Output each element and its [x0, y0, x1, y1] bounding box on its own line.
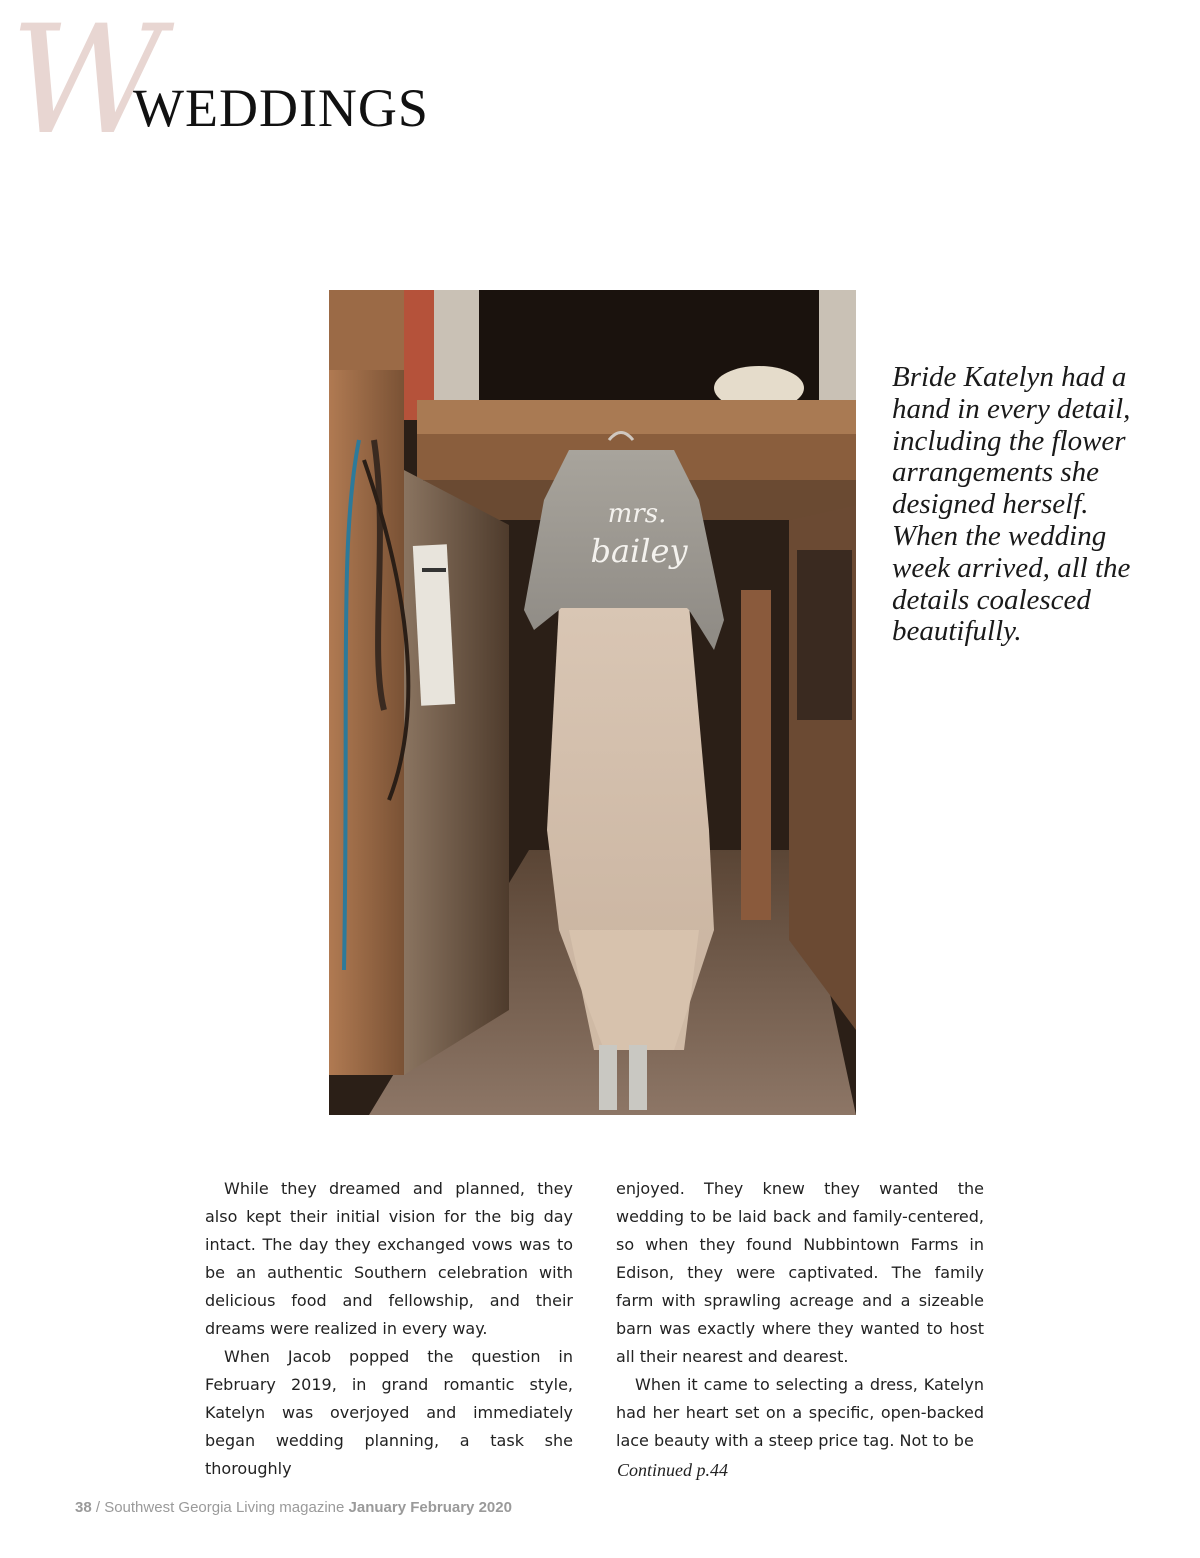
page-footer — [75, 1499, 512, 1516]
issue-date: January February 2020 — [348, 1499, 512, 1516]
continued-note: Continued p.44 — [617, 1460, 728, 1480]
article-paragraph: When Jacob popped the question in February 2019, in grand romantic style, Katelyn was overjoyed and immediately began wedding planning, a task she thoroughly — [205, 1347, 573, 1478]
jacket-text-bailey: bailey — [590, 532, 688, 570]
article-paragraph: While they dreamed and planned, they also kept their initial vision for the big day intact. The day they exchanged vows was to be an authentic Southern celebration with delicious food and fellowship, and their dreams were realized in every way. — [205, 1179, 573, 1338]
drop-cap-letter: W — [10, 0, 155, 168]
article-paragraph: When it came to selecting a dress, Katelyn had her heart set on a specific, open-backed lace beauty with a steep price tag. Not to be — [616, 1375, 984, 1450]
article-column-1 — [205, 1175, 573, 1483]
article-column-2 — [616, 1175, 984, 1455]
section-title: WEDDINGS — [133, 78, 429, 138]
publication-name: Southwest Georgia Living magazine — [104, 1499, 345, 1516]
page-number: 38 — [75, 1499, 92, 1516]
article-paragraph: enjoyed. They knew they wanted the wedding to be laid back and family-centered, so when they found Nubbintown Farms in Edison, they were captivated. The family farm with sprawling acreage and a sizeable barn was exactly where they wanted to host all their nearest and dearest. — [616, 1179, 984, 1366]
wedding-dress-photo — [329, 290, 856, 1115]
pull-quote: Bride Katelyn had a hand in every detail, including the flower arrangements she designed herself. When the wedding week arrived, all the details coalesced beautifully. — [892, 361, 1131, 648]
jacket-text-mrs: mrs. — [607, 499, 667, 529]
footer-separator: / — [91, 1499, 105, 1516]
